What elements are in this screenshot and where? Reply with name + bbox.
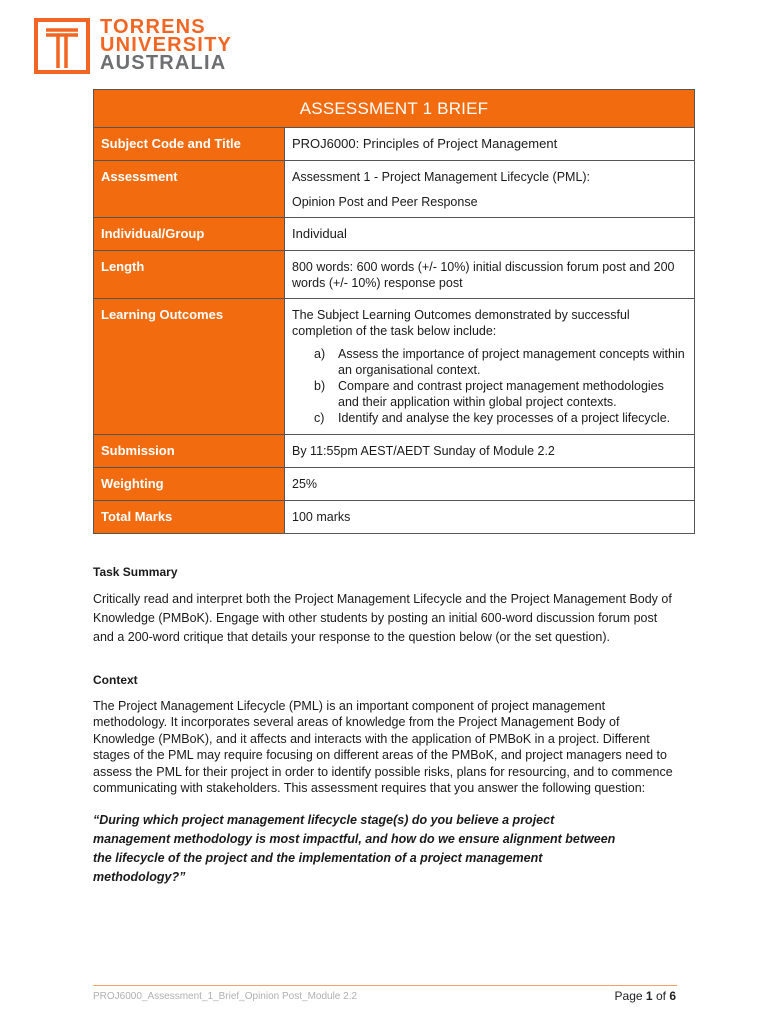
table-row-outcomes [94, 299, 695, 435]
individual-value: Individual [285, 218, 695, 251]
table-row-assessment [94, 161, 695, 218]
table-row-individual [94, 218, 695, 251]
outcome-letter: a) [314, 347, 326, 361]
table-row-marks [94, 501, 695, 534]
submission-label: Submission [94, 435, 285, 468]
footer-filename: PROJ6000_Assessment_1_Brief_Opinion Post_Module 2.2 [93, 991, 358, 1002]
task-summary-heading: Task Summary [93, 565, 178, 579]
page-total: 6 [669, 989, 676, 1003]
subject-value: PROJ6000: Principles of Project Management [285, 128, 695, 161]
assessment-value-line1: Assessment 1 - Project Management Lifecycle (PML): [292, 170, 591, 184]
marks-value: 100 marks [285, 501, 695, 534]
assessment-label: Assessment [94, 161, 285, 218]
logo-line-australia: AUSTRALIA [100, 52, 227, 74]
footer-divider [93, 985, 677, 986]
length-label: Length [94, 251, 285, 299]
individual-label: Individual/Group [94, 218, 285, 251]
task-summary-text: Critically read and interpret both the Project Management Lifecycle and the Project Management Body of Knowledge (PMBoK). Engage with other students by posting an initial 600-word discussion forum post and a 200-word critique that details your response to the question below (or the set question). [93, 591, 672, 644]
logo-wordmark [100, 18, 232, 72]
page-of: of [655, 989, 666, 1003]
context-section [93, 672, 673, 887]
table-row-weighting [94, 468, 695, 501]
logo-line-university: UNIVERSITY [100, 34, 233, 56]
table-row-subject [94, 128, 695, 161]
logo-line-torrens: TORRENS [100, 16, 206, 38]
outcome-letter: c) [314, 411, 325, 425]
assessment-value [285, 161, 695, 218]
university-logo [34, 18, 232, 74]
outcome-letter: b) [314, 379, 326, 393]
list-item [292, 346, 687, 378]
outcome-text: Compare and contrast project management methodologies and their application within global project contexts. [338, 379, 664, 409]
submission-value: By 11:55pm AEST/AEDT Sunday of Module 2.2 [285, 435, 695, 468]
outcomes-label: Learning Outcomes [94, 299, 285, 435]
outcome-text: Assess the importance of project management concepts within an organisational context. [338, 347, 685, 377]
page-current: 1 [645, 989, 653, 1003]
subject-label: Subject Code and Title [94, 128, 285, 161]
table-row-length [94, 251, 695, 299]
torrens-t-logo-icon [34, 18, 90, 74]
list-item [292, 378, 687, 410]
context-heading: Context [93, 673, 138, 687]
assessment-brief-table [93, 89, 695, 534]
table-row-submission [94, 435, 695, 468]
outcome-text: Identify and analyse the key processes of a project lifecycle. [338, 411, 671, 425]
table-header-row [94, 90, 695, 128]
page-word: Page [614, 989, 643, 1003]
context-text: The Project Management Lifecycle (PML) is an important component of project management methodology. It incorporates several areas of knowledge from the Project Management Body of Knowledge (PMBoK), and it affects and interacts with the application of PMBoK in a project. Different stages of the PML may require focusing on different areas of the PMBoK, and project managers need to assess the PML for their project in order to identify possible risks, plans for resourcing, and to commence communicating with stakeholders. This assessment requires that you answer the following question: [93, 698, 673, 795]
task-summary-section [93, 564, 673, 647]
list-item [292, 410, 687, 426]
marks-label: Total Marks [94, 501, 285, 534]
outcomes-value [285, 299, 695, 435]
weighting-label: Weighting [94, 468, 285, 501]
page-number [615, 989, 676, 1003]
assessment-question: “During which project management lifecycle stage(s) do you believe a project management methodology is most impactful, and how do we ensure alignment between the lifecycle of the project and the implementation of a project management methodology?” [93, 812, 616, 884]
assessment-value-line2: Opinion Post and Peer Response [292, 195, 478, 209]
outcomes-intro: The Subject Learning Outcomes demonstrated by successful completion of the task below include: [292, 308, 630, 338]
weighting-value: 25% [285, 468, 695, 501]
brief-title: ASSESSMENT 1 BRIEF [94, 90, 695, 128]
length-value: 800 words: 600 words (+/- 10%) initial discussion forum post and 200 words (+/- 10%) response post [285, 251, 695, 299]
